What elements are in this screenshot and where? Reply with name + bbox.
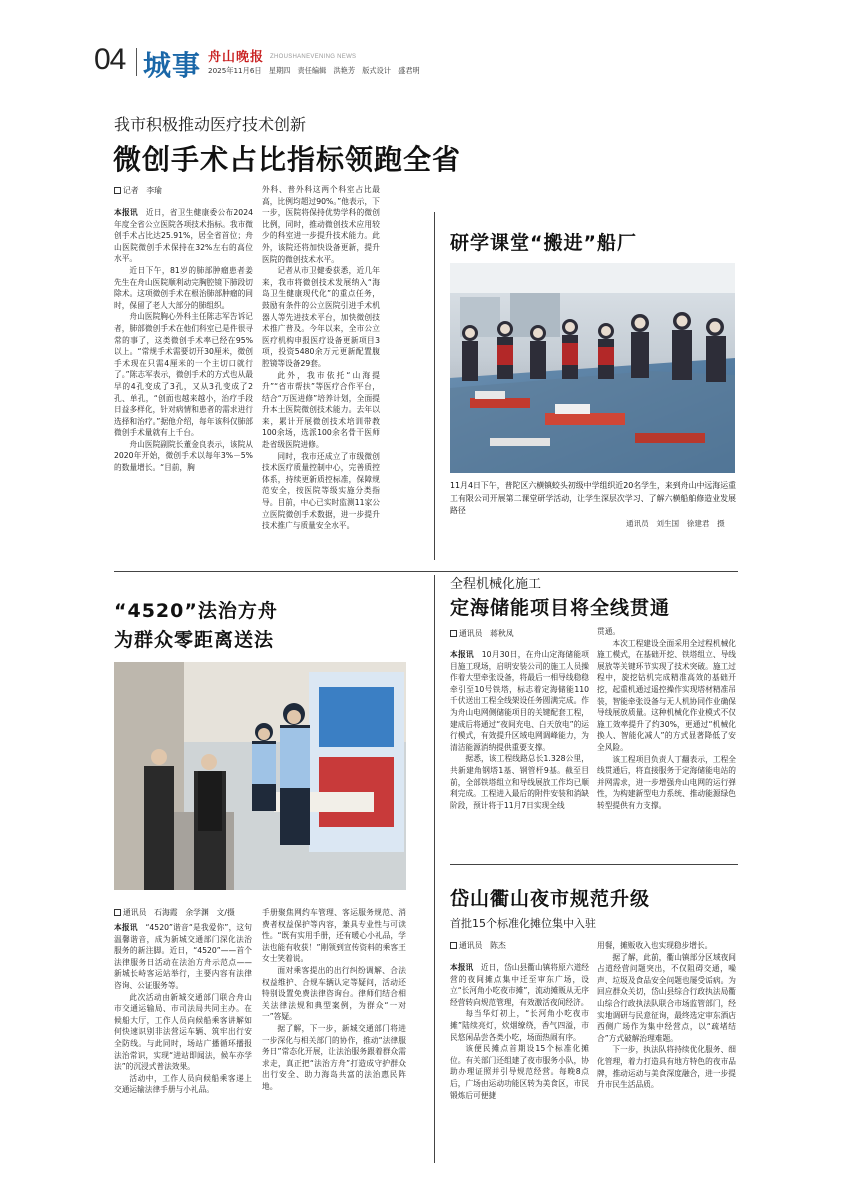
article1-paragraph: 近日下午，81岁的肺部肿瘤患者姜先生在舟山医院顺利动完胸腔镜下肺段切除术。这项微创手术在根治肺部肿瘤的同时，保留了老人大部分的肺组织。 bbox=[114, 265, 253, 310]
article5-paragraph: 下一步，执法队将持续优化服务、细化管理，着力打造具有地方特色的夜市品牌，推动运动与美食深度融合，进一步提升市民生活品质。 bbox=[597, 1045, 736, 1090]
column-divider bbox=[434, 575, 435, 1163]
masthead-info: 2025年11月6日 星期四 责任编辑 洪艳芳 版式设计 盛君明 bbox=[208, 66, 420, 75]
byline-box-icon bbox=[450, 630, 457, 637]
article4-paragraph: 本次工程建设全面采用全过程机械化施工模式，在基础开挖、铁塔组立、导线展放等关键环节实现了技术突破。施工过程中，旋挖钻机完成精准高效的基础开挖，起重机通过遥控操作实现塔材精准吊装，智能牵张设备与无人机协同作业确保导线展放质量。这种机械化作业模式不仅施工效率提升了约30%，更通过“机械化换人、智能化减人”的方式显著降低了安全风险。 bbox=[597, 638, 736, 752]
article1-paragraph: 舟山医院胸心外科主任陈志军告诉记者，肺部微创手术在他们科室已是件很寻常的事了，这类微创手术率已经在95%以上。“常规手术需要切开30厘米，微创手术现在只需4厘米的一个主切口就行了。”陈志军表示，微创手术的方式也从最早的4孔变成了3孔，又从3孔变成了2孔、单孔，“创面也越来越小，治疗手段日益多样化，针对病情和患者的需求进行选择和治疗。”据他介绍，每年该科仅肺部微创手术量就有上千台。 bbox=[114, 312, 253, 438]
article5-col1 bbox=[450, 962, 589, 1101]
article5-paragraph: 每当华灯初上，“长河角小吃夜市摊”陆续亮灯，炊烟缭绕，香气四溢，市民悠闲品尝各类小吃，场面热闹有序。 bbox=[450, 1009, 589, 1042]
byline-box-icon bbox=[114, 187, 121, 194]
article4-paragraph: 本报讯 10月30日，在舟山定海储能项目施工现场，启明安装公司的施工人员操作着大型牵张设备，将最后一相导线稳稳牵引至10号铁塔，标志着定海储能110千伏送出工程全线架设任务圆满完成。作为舟山电网侧储能项目的关键配套工程，建成后将通过“夜间充电、白天放电”的运行模式，有效提升区域电网调峰能力，为清洁能源消纳提供重要支撑。 bbox=[450, 650, 589, 752]
article2-credit: 通讯员 刘生国 徐建君 摄 bbox=[626, 519, 725, 528]
byline-box-icon bbox=[114, 909, 121, 916]
article1-paragraph: 外科、普外科这两个科室占比最高，比例均超过90%。”他表示，下一步，医院将保持优势学科的微创比例，同时，推动微创技术应用较少的科室进一步提升技术能力。此外，该院还将加快设备更新，提升医院的微创技术水平。 bbox=[262, 185, 380, 264]
article4-byline: 通讯员 蒋秋凤 bbox=[450, 628, 514, 639]
article4-paragraph: 据悉，该工程线路总长1.328公里，共新建角钢塔1基、钢管杆9基。截至目前，全部铁塔组立和导线展放工作均已顺利完成。工程进入最后的附件安装和消缺阶段，预计将于11月7日实现全线 bbox=[450, 754, 589, 810]
article5-col2 bbox=[597, 940, 736, 1091]
article1-paragraph: 舟山医院副院长董金良表示，该院从2020年开始，微创手术以每年3%－5%的数量增长。“目前，胸 bbox=[114, 439, 253, 473]
article1-paragraph: 本报讯 近日，省卫生健康委公布2024年度全省公立医院各项技术指标。我市微创手术占比达25.91%，居全省首位；舟山医院微创手术保持在32%左右的高位水平。 bbox=[114, 208, 253, 264]
column-divider bbox=[434, 212, 435, 560]
article3-paragraph: 手册聚焦网约车管理、客运服务规范、消费者权益保护等内容，兼具专业性与可读性。“既有实用手册，还有暖心小礼品，学法也能有收获！”刚领到宣传资料的乘客王女士笑着说。 bbox=[262, 908, 406, 964]
article4-paragraph: 贯通。 bbox=[597, 627, 621, 636]
article5-subhead: 首批15个标准化摊位集中入驻 bbox=[450, 917, 596, 930]
article5-paragraph: 本报讯 近日，岱山县衢山镇将原六道经营的夜间摊点集中迁至审东广场，设立“长河角小吃夜市摊”，流动摊贩从无序经营转向规范管理，有效激活夜间经济。 bbox=[450, 963, 589, 1007]
article5-headline: 岱山衢山夜市规范升级 bbox=[450, 888, 651, 910]
article4-col2 bbox=[597, 626, 736, 812]
article1-paragraph: 此外，我市依托“山海提升”“省市帮扶”等医疗合作平台，结合“万医进修”培养计划，全面提升本土医院微创技术能力。去年以来，累计开展微创技术培训带教100余场，选派100余名骨干医师赴省级医院进修。 bbox=[262, 370, 380, 450]
section-divider bbox=[450, 864, 738, 865]
article3-headline-line1: “4520”法治方舟 bbox=[114, 600, 278, 622]
article3-headline-line2: 为群众零距离送法 bbox=[114, 629, 275, 651]
article3-byline: 通讯员 石海霞 余学渊 文/摄 bbox=[114, 907, 235, 918]
article3-col2 bbox=[262, 907, 406, 1093]
article3-paragraph: 据了解，下一步，新城交通部门将进一步深化与相关部门的协作，推动“法律服务日”常态化开展，让法治服务跟着群众需求走，真正把“法治方舟”打造成守护群众出行安全、助力海岛共富的法治惠民阵地。 bbox=[262, 1023, 406, 1091]
article4-kicker: 全程机械化施工 bbox=[450, 577, 542, 592]
article1-paragraph: 同时，我市还成立了市级微创技术医疗质量控制中心，完善质控体系，持续更新质控标准，保障规范安全，按医院等级实施分类指导。目前，中心已实时监测11家公立医院微创手术数据，进一步提升技术推广与质量安全水平。 bbox=[262, 451, 380, 531]
article2-headline: 研学课堂“搬进”船厂 bbox=[450, 232, 637, 254]
article4-headline: 定海储能项目将全线贯通 bbox=[450, 597, 671, 619]
article3-paragraph: 此次活动由新城交通部门联合舟山市交通运输局、市司法局共同主办。在候船大厅，工作人员向候船乘客讲解如何快速识别非法营运车辆、筑牢出行安全防线。与此同时，场站广播循环播报法治常识，实现“进站即闻法，候车亦学法”的沉浸式普法效果。 bbox=[114, 992, 252, 1072]
article3-photo bbox=[114, 662, 406, 890]
article1-kicker: 我市积极推动医疗技术创新 bbox=[114, 115, 307, 134]
article1-paragraph: 记者从市卫健委获悉，近几年来，我市将微创技术发展纳入“海岛卫生健康现代化”的重点任务，鼓励有条件的公立医院引进手术机器人等先进技术平台，加快微创技术推广普及。今年以来，全市公立医疗机构申报医疗设备更新项目3项，投资5480余万元更新配置腹腔镜等设备29套。 bbox=[262, 266, 380, 368]
article5-paragraph: 用餐，摊贩收入也实现稳步增长。 bbox=[597, 941, 713, 950]
article2-photo bbox=[450, 263, 735, 473]
article3-paragraph: 面对乘客提出的出行纠纷调解、合法权益维护、合规车辆认定等疑问，活动还特别设置免费法律咨询台。律师们结合相关法律法规和典型案例，为群众“一对一”答疑。 bbox=[262, 965, 406, 1022]
article4-paragraph: 该工程项目负责人丁翻表示，工程全线贯通后，将直接服务于定海储能电站的并网需求，进一步增强舟山电网的运行弹性，为构建新型电力系统、推动能源绿色转型提供有力支撑。 bbox=[597, 754, 736, 810]
article5-paragraph: 据了解，此前，衢山镇部分区域夜间占道经营问题突出，不仅阻碍交通，噪声、垃圾及食品安全问题也屡受诟病。为回应群众关切，岱山县综合行政执法局衢山综合行政执法队联合市场监管部门，经实地调研与民意征询，最终选定审东酒店西侧广场作为集中经营点，以“疏堵结合”方式破解治理难题。 bbox=[597, 952, 736, 1043]
page-number: 04 bbox=[94, 43, 126, 76]
article1-headline: 微创手术占比指标领跑全省 bbox=[113, 143, 462, 176]
article1-col2 bbox=[262, 184, 380, 532]
section-divider bbox=[114, 571, 738, 572]
article2-caption: 11月4日下午，普陀区六横镇蛟头初级中学组织近20名学生，来到舟山中远海运重工有限公司开展第二课堂研学活动，让学生深层次学习、了解六横船舶修造业发展路径 bbox=[450, 481, 736, 515]
article5-paragraph: 该便民摊点首期设15个标准化摊位。有关部门还组建了夜市服务小队，协助办理证照并引导规范经营。每晚8点后，广场由运动功能区转为美食区，市民锻炼后可便捷 bbox=[450, 1044, 589, 1100]
article3-paragraph: 本报讯 “4520”谐音“是我爱你”，这句温馨谐音，成为新城交通部门深化法治服务的新注脚。近日，“4520”——首个法律服务日活动在法治方舟示范点——新城长峙客运站举行，主要内容有法律咨询、公证服务等。 bbox=[114, 923, 252, 990]
section-title: 城事 bbox=[143, 49, 202, 82]
article1-byline: 记者 李瑜 bbox=[114, 185, 162, 196]
newspaper-logo: 舟山晚报 bbox=[208, 50, 265, 65]
article4-col1 bbox=[450, 649, 589, 811]
article3-paragraph: 活动中，工作人员向候船乘客递上交通运输法律手册与小礼品。 bbox=[114, 1073, 252, 1095]
newspaper-logo-en: ZHOUSHANEVENING NEWS bbox=[270, 54, 357, 60]
masthead-divider bbox=[136, 48, 137, 76]
article5-byline: 通讯员 陈杰 bbox=[450, 940, 506, 951]
article1-col1 bbox=[114, 207, 253, 474]
article3-col1 bbox=[114, 922, 252, 1096]
byline-box-icon bbox=[450, 942, 457, 949]
